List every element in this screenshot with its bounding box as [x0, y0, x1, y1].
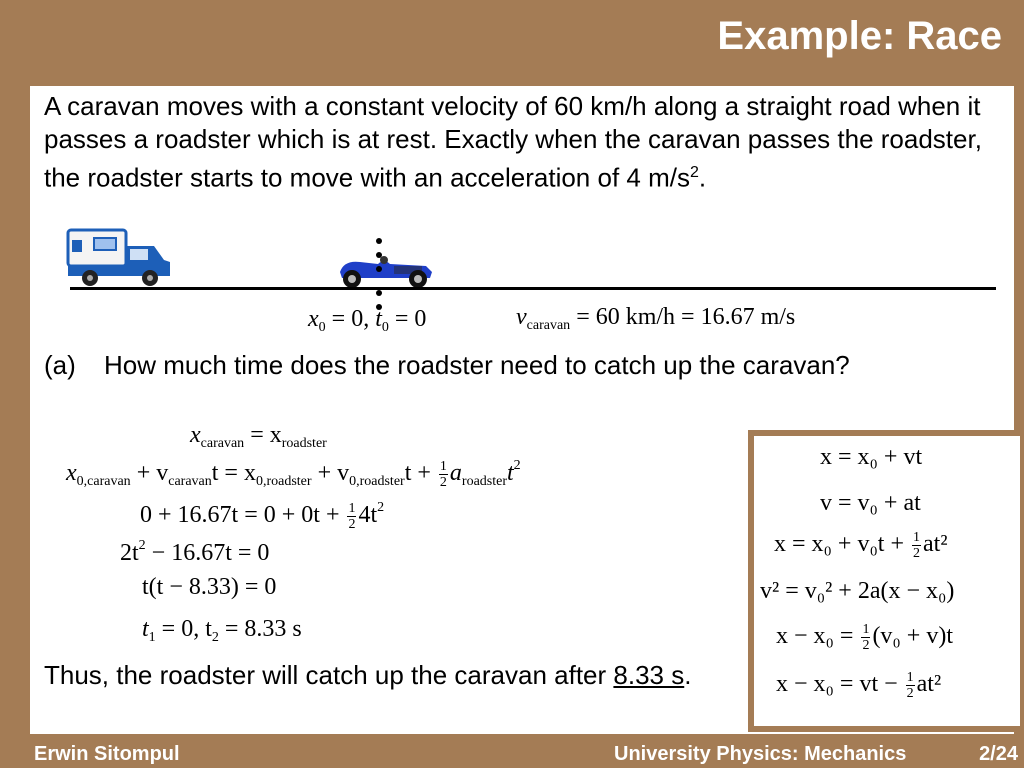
formula-velocity-squared: v² = v₀² + 2a(x − x₀) [760, 578, 955, 604]
kinematics-formula-box [748, 430, 1024, 732]
formula-position: x = x₀ + vt [820, 444, 923, 470]
question-text: How much time does the roadster need to catch up the caravan? [104, 350, 850, 380]
start-marker-dot [376, 238, 382, 244]
problem-statement: A caravan moves with a constant velocity of 60 km/h along a straight road when it passes a roadster which is at rest. Exactly when the caravan passes the roadster, the roadster starts to move with an acceleration of 4 $m/s^2$. [44, 91, 982, 193]
footer-author: Erwin Sitompul [34, 743, 180, 765]
content-panel [30, 86, 1014, 734]
solution-line-4: $2t^2 - 16.67t = 0$ [120, 538, 270, 566]
question-label: (a) [44, 350, 76, 380]
caravan-velocity: $v_{caravan} = 60$ km/h = 16.67 m/s [516, 304, 796, 333]
slide-title: Example: Race [717, 14, 1002, 58]
road-line [70, 287, 996, 290]
start-marker-dot [376, 266, 382, 272]
formula-position-accel: x = x₀ + v₀t + $\frac{1}{2}$ at² [774, 530, 948, 561]
formula-final-velocity-form: x − x₀ = vt − $\frac{1}{2}$ at² [776, 670, 942, 701]
caravan-illustration [66, 226, 178, 288]
solution-line-5: t(t − 8.33) = 0 [142, 574, 277, 600]
footer-course: University Physics: Mechanics [614, 743, 907, 765]
solution-line-3: 0 + 16.67t = 0 + 0t + $\frac{1}{2}$ $4t^2$ [140, 500, 385, 532]
formula-velocity: v = v₀ + at [820, 490, 921, 516]
footer-page-number: 2/24 [979, 743, 1018, 765]
conclusion: Thus, the roadster will catch up the caravan after 8.33 s. [44, 660, 692, 690]
formula-average-velocity: x − x₀ = $\frac{1}{2}$ (v₀ + v)t [776, 622, 953, 653]
answer-value: 8.33 s [613, 660, 685, 690]
start-marker-dot [376, 252, 382, 258]
solution-line-6: $t_1 = 0$, $t_2 = 8.33$ s [142, 616, 302, 645]
roadster-illustration [330, 250, 440, 290]
initial-conditions: $x_0 = 0$, $t_0 = 0$ [308, 306, 427, 335]
solution-line-2: $x_{0,caravan} + v_{caravan}t = x_{0,roadster} + v_{0,roadster}t$ + $\frac{1}{2}$ $a_{roadster}t^2$ [66, 458, 521, 490]
solution-line-1: $x_{caravan} = x_{roadster}$ [190, 422, 327, 451]
start-marker-dot [376, 290, 382, 296]
